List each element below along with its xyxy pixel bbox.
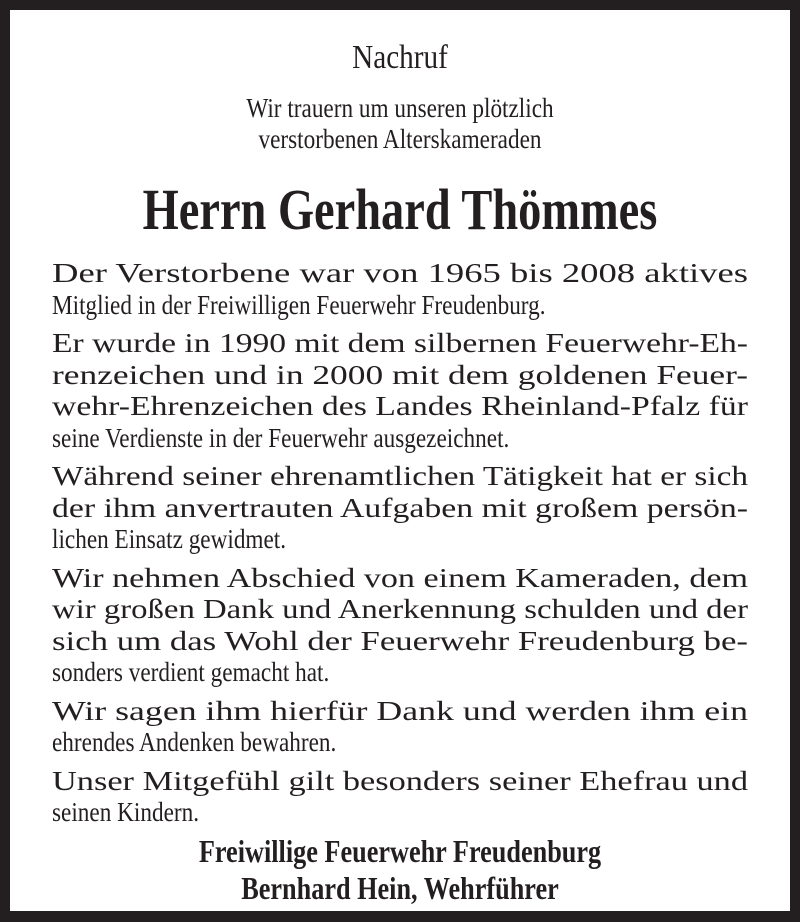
- notice-title: Nachruf: [352, 39, 448, 76]
- body-line: lichen Einsatz gewidmet.: [52, 524, 287, 554]
- body-line: seinen Kindern.: [52, 797, 200, 827]
- signature-organization: Freiwillige Feuerwehr Freudenburg: [198, 833, 602, 869]
- body-line: Während seiner ehrenamtlichen Tätigkeit hat er sich: [52, 461, 748, 491]
- body-line: sonders verdient gemacht hat.: [52, 657, 330, 687]
- body-paragraph: [52, 696, 748, 759]
- notice-body: [52, 258, 748, 836]
- body-line: Er wurde in 1990 mit dem silbernen Feuerwehr-Eh-: [52, 328, 748, 358]
- body-paragraph: [52, 461, 748, 556]
- body-line: Unser Mitgefühl gilt besonders seiner Ehefrau und: [52, 765, 748, 796]
- body-line: sich um das Wohl der Feuerwehr Freudenburg be-: [52, 625, 748, 656]
- body-line: Wir nehmen Abschied von einem Kameraden, dem: [52, 562, 748, 593]
- body-line: wir großen Dank und Anerkennung schulden und der: [52, 594, 748, 624]
- body-line: ehrendes Andenken bewahren.: [52, 727, 337, 757]
- subtitle-line: verstorbenen Alterskameraden: [258, 124, 542, 154]
- body-line: renzeichen und in 2000 mit dem goldenen Feuer-: [52, 359, 748, 390]
- body-line: wehr-Ehrenzeichen des Landes Rheinland-Pfalz für: [52, 391, 748, 421]
- body-paragraph: [52, 563, 748, 689]
- signature-person: Bernhard Hein, Wehrführer: [241, 870, 559, 906]
- body-line: seine Verdienste in der Feuerwehr ausgezeichnet.: [52, 422, 510, 453]
- body-paragraph: [52, 328, 748, 454]
- notice-subtitle: [65, 93, 736, 155]
- body-line: Mitglied in der Freiwilligen Feuerwehr Freudenburg.: [52, 289, 546, 320]
- signature: [80, 833, 720, 907]
- body-line: Der Verstorbene war von 1965 bis 2008 aktives: [52, 258, 748, 288]
- deceased-name: Herrn Gerhard Thömmes: [142, 177, 658, 242]
- subtitle-line: Wir trauern um unseren plötzlich: [246, 93, 554, 123]
- body-paragraph: [52, 258, 748, 321]
- body-line: der ihm anvertrauten Aufgaben mit großem persön-: [52, 492, 748, 523]
- body-line: Wir sagen ihm hierfür Dank und werden ihm ein: [52, 695, 748, 726]
- obituary-notice: [10, 10, 790, 911]
- body-paragraph: [52, 766, 748, 829]
